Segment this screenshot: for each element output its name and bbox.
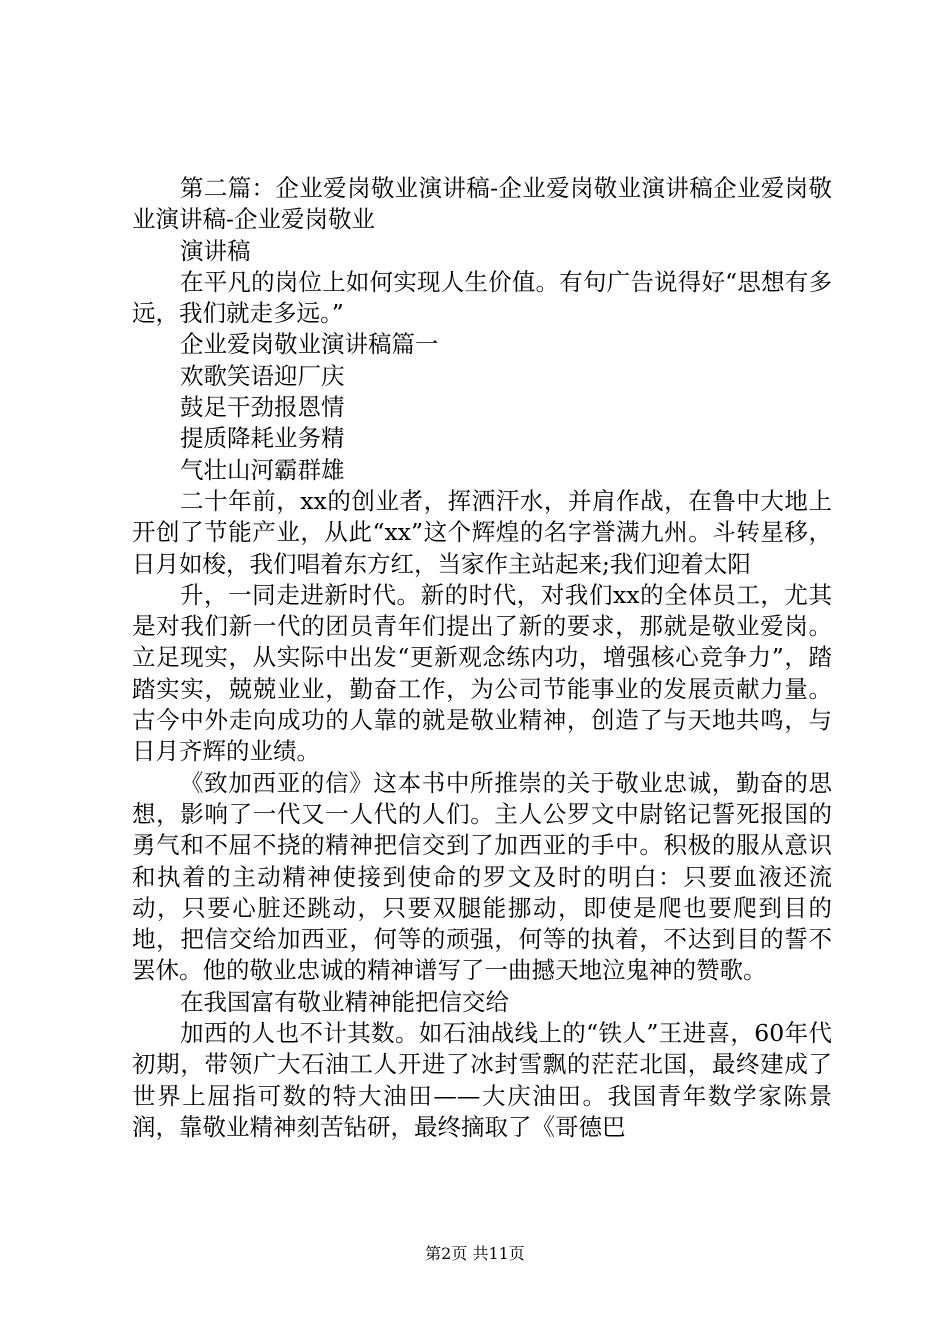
section-heading: 第二篇：企业爱岗敬业演讲稿-企业爱岗敬业演讲稿企业爱岗敬业演讲稿-企业爱岗敬业 bbox=[132, 174, 832, 234]
verse-line: 提质降耗业务精 bbox=[180, 424, 345, 453]
verse-line: 鼓足干劲报恩情 bbox=[180, 393, 345, 422]
page-number-footer: 第2页 共11页 bbox=[425, 1244, 525, 1263]
verse-line: 气壮山河霸群雄 bbox=[180, 455, 345, 484]
section-heading-continued: 演讲稿 bbox=[180, 236, 251, 265]
verse-line: 欢歌笑语迎厂庆 bbox=[180, 361, 345, 390]
paragraph: 升，一同走进新时代。新的时代，对我们xx的全体员工，尤其是对我们新一代的团员青年们提出了新的要求，那就是敬业爱岗。立足现实，从实际中出发“更新观念练内功，增强核心竞争力”，踏踏实实，兢兢业业，勤奋工作，为公司节能事业的发展贡献力量。古今中外走向成功的人靠的就是敬业精神，创造了与天地共鸣，与日月齐辉的业绩。 bbox=[132, 580, 832, 766]
paragraph: 二十年前，xx的创业者，挥洒汗水，并肩作战，在鲁中大地上开创了节能产业，从此“xx”这个辉煌的名字誉满九州。斗转星移，日月如梭，我们唱着东方红，当家作主站起来;我们迎着太阳 bbox=[132, 486, 832, 578]
paragraph: 在我国富有敬业精神能把信交给 bbox=[180, 987, 509, 1016]
document-body bbox=[132, 173, 832, 1143]
paragraph: 《致加西亚的信》这本书中所推崇的关于敬业忠诚，勤奋的思想，影响了一代又一人代的人们。主人公罗文中尉铭记誓死报国的勇气和不屈不挠的精神把信交到了加西亚的手中。积极的服从意识和执着的主动精神使接到使命的罗文及时的明白：只要血液还流动，只要心脏还跳动，只要双腿能挪动，即使是爬也要爬到目的地，把信交给加西亚，何等的顽强，何等的执着，不达到目的誓不罢休。他的敬业忠诚的精神谱写了一曲撼天地泣鬼神的赞歌。 bbox=[132, 768, 832, 985]
paragraph: 加西的人也不计其数。如石油战线上的“铁人”王进喜，60年代初期，带领广大石油工人开进了冰封雪飘的茫茫北国，最终建成了世界上屈指可数的特大油田——大庆油田。我国青年数学家陈景润，靠敬业精神刻苦钻研，最终摘取了《哥德巴 bbox=[132, 1019, 832, 1141]
paragraph: 在平凡的岗位上如何实现人生价值。有句广告说得好“思想有多远，我们就走多远。” bbox=[132, 267, 832, 328]
subheading: 企业爱岗敬业演讲稿篇一 bbox=[180, 330, 439, 359]
